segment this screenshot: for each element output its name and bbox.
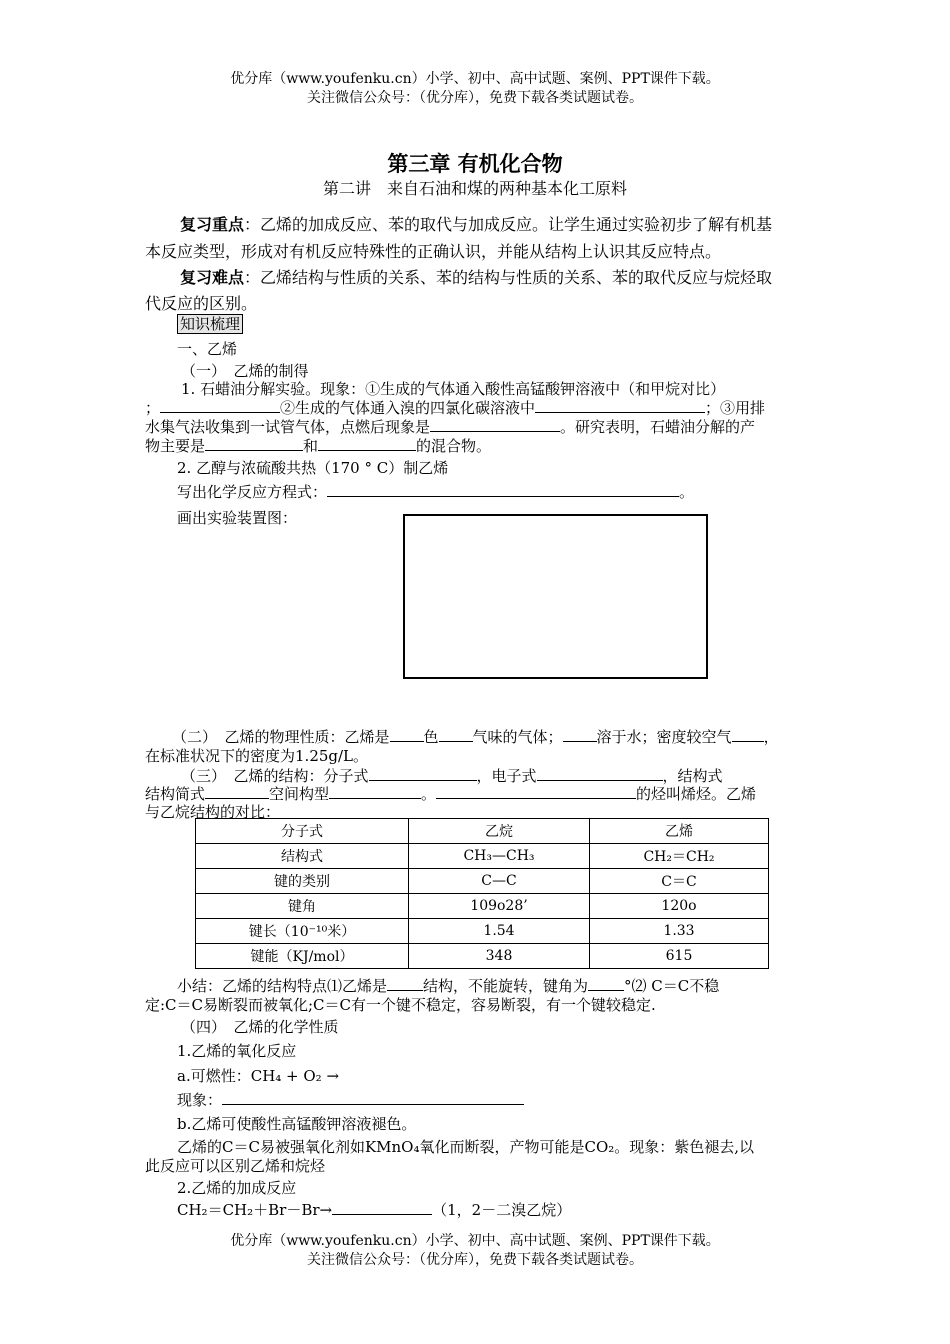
q2-line-3: 画出实验装置图： [177, 509, 298, 527]
blank[interactable] [369, 766, 477, 781]
table-cell: 乙烯 [590, 819, 769, 844]
q1-line-2: ； ②生成的气体通入溴的四氯化碳溶液中 ；③用排 [145, 399, 766, 417]
table-row [196, 869, 769, 894]
physical-properties-line-2: 在标准状况下的密度为1.25g/L。 [145, 747, 369, 765]
table-row [196, 819, 769, 844]
apparatus-drawing-box[interactable] [403, 514, 708, 679]
footer-line-2: 关注微信公众号：（优分库），免费下载各类试题试卷。 [307, 1252, 643, 1268]
table-cell: 键角 [196, 894, 409, 919]
equation-blank[interactable] [327, 482, 679, 497]
blank[interactable] [732, 727, 764, 742]
blank[interactable] [430, 417, 560, 432]
table-cell: 键长（10⁻¹⁰米） [196, 919, 409, 944]
focus-line-2: 本反应类型，形成对有机反应特殊性的正确认识，并能从结构上认识其反应特点。 [145, 242, 722, 261]
subsection-preparation: （一） 乙烯的制得 [181, 362, 309, 380]
focus-text-a: ：乙烯的加成反应、苯的取代与加成反应。让学生通过实验初步了解有机基 [244, 215, 773, 234]
blank[interactable] [205, 784, 269, 799]
table-cell: 348 [409, 944, 590, 969]
focus-line-1 [180, 212, 772, 235]
q2-line-2: 写出化学反应方程式： 。 [177, 483, 695, 501]
structure-line-1: （三） 乙烯的结构：分子式 ，电子式 ，结构式 [181, 767, 723, 785]
oxidation-title: 1.乙烯的氧化反应 [177, 1042, 297, 1060]
focus-label: 复习重点 [180, 215, 245, 234]
table-row [196, 919, 769, 944]
difficulty-line-1 [180, 265, 772, 288]
blank[interactable] [329, 784, 421, 799]
difficulty-line-2: 代反应的区别。 [145, 294, 258, 313]
blank[interactable] [318, 436, 416, 451]
header-line-2: 关注微信公众号：（优分库），免费下载各类试题试卷。 [307, 90, 643, 106]
blank[interactable] [439, 727, 473, 742]
difficulty-text-a: ：乙烯结构与性质的关系、苯的结构与性质的关系、苯的取代反应与烷烃取 [244, 268, 773, 287]
blank[interactable] [535, 398, 705, 413]
summary-line-1: 小结：乙烯的结构特点⑴乙烯是 结构，不能旋转，键角为 °⑵ C＝C不稳 [177, 977, 720, 995]
comparison-table [195, 818, 769, 969]
chapter-title: 第三章 有机化合物 [387, 152, 563, 176]
table-cell: 109o28’ [409, 894, 590, 919]
phenomenon-line: 现象： [177, 1089, 524, 1110]
table-cell: 分子式 [196, 819, 409, 844]
section-ethylene: 一、乙烯 [177, 340, 238, 358]
q1-line-4: 物主要是 和 的混合物。 [145, 437, 492, 455]
table-row [196, 894, 769, 919]
blank[interactable] [563, 727, 597, 742]
oxidation-c: 乙烯的C＝C易被强氧化剂如KMnO₄氧化而断裂，产物可能是CO₂。现象：紫色褪去,以 [177, 1138, 755, 1156]
table-row [196, 944, 769, 969]
blank[interactable] [537, 766, 663, 781]
blank[interactable] [588, 976, 624, 991]
header-line-1: 优分库（www.youfenku.cn）小学、初中、高中试题、案例、PPT课件下载。 [230, 71, 720, 87]
knowledge-tag: 知识梳理 [177, 313, 243, 334]
difficulty-label: 复习难点 [180, 268, 245, 287]
blank[interactable] [387, 976, 423, 991]
table-cell: 120o [590, 894, 769, 919]
physical-properties-line-1: （二） 乙烯的物理性质：乙烯是 色 气味的气体； 溶于水；密度较空气 ， [172, 728, 779, 746]
lecture-subtitle: 第二讲 来自石油和煤的两种基本化工原料 [322, 179, 627, 198]
table-cell: 615 [590, 944, 769, 969]
structure-line-3: 与乙烷结构的对比： [145, 803, 281, 821]
blank[interactable] [160, 398, 280, 413]
q1-line-1: 1. 石蜡油分解实验。现象：①生成的气体通入酸性高锰酸钾溶液中（和甲烷对比） [181, 380, 726, 398]
summary-line-2: 定:C＝C易断裂而被氧化;C＝C有一个键不稳定，容易断裂，有一个键较稳定. [145, 996, 656, 1014]
table-cell: 乙烷 [409, 819, 590, 844]
table-cell: CH₃—CH₃ [409, 844, 590, 869]
addition-title: 2.乙烯的加成反应 [177, 1179, 297, 1197]
table-cell: 1.54 [409, 919, 590, 944]
q1-line-3: 水集气法收集到一试管气体，点燃后现象是 。研究表明，石蜡油分解的产 [145, 418, 756, 436]
blank[interactable] [332, 1200, 432, 1215]
oxidation-d: 此反应可以区别乙烯和烷烃 [145, 1157, 326, 1175]
table-cell: 结构式 [196, 844, 409, 869]
table-cell: CH₂＝CH₂ [590, 844, 769, 869]
blank[interactable] [390, 727, 424, 742]
table-cell: 1.33 [590, 919, 769, 944]
footer-line-1: 优分库（www.youfenku.cn）小学、初中、高中试题、案例、PPT课件下载。 [230, 1233, 720, 1249]
table-row [196, 844, 769, 869]
blank[interactable] [205, 436, 303, 451]
table-cell: C＝C [590, 869, 769, 894]
table-cell: 键能（KJ/mol） [196, 944, 409, 969]
oxidation-b: b.乙烯可使酸性高锰酸钾溶液褪色。 [177, 1115, 417, 1133]
blank[interactable] [436, 784, 636, 799]
q2-line-1: 2. 乙醇与浓硫酸共热（170 ° C）制乙烯 [177, 459, 449, 477]
table-cell: 键的类别 [196, 869, 409, 894]
table-cell: C—C [409, 869, 590, 894]
blank[interactable] [222, 1090, 524, 1105]
combustion-equation: a.可燃性：CH₄ + O₂ → [177, 1067, 340, 1085]
addition-equation: CH₂＝CH₂＋Br－Br→ （1，2－二溴乙烷） [177, 1201, 572, 1219]
subsection-chemical-properties: （四） 乙烯的化学性质 [181, 1018, 339, 1036]
structure-line-2: 结构简式 空间构型 。 的烃叫烯烃。乙烯 [145, 785, 757, 803]
